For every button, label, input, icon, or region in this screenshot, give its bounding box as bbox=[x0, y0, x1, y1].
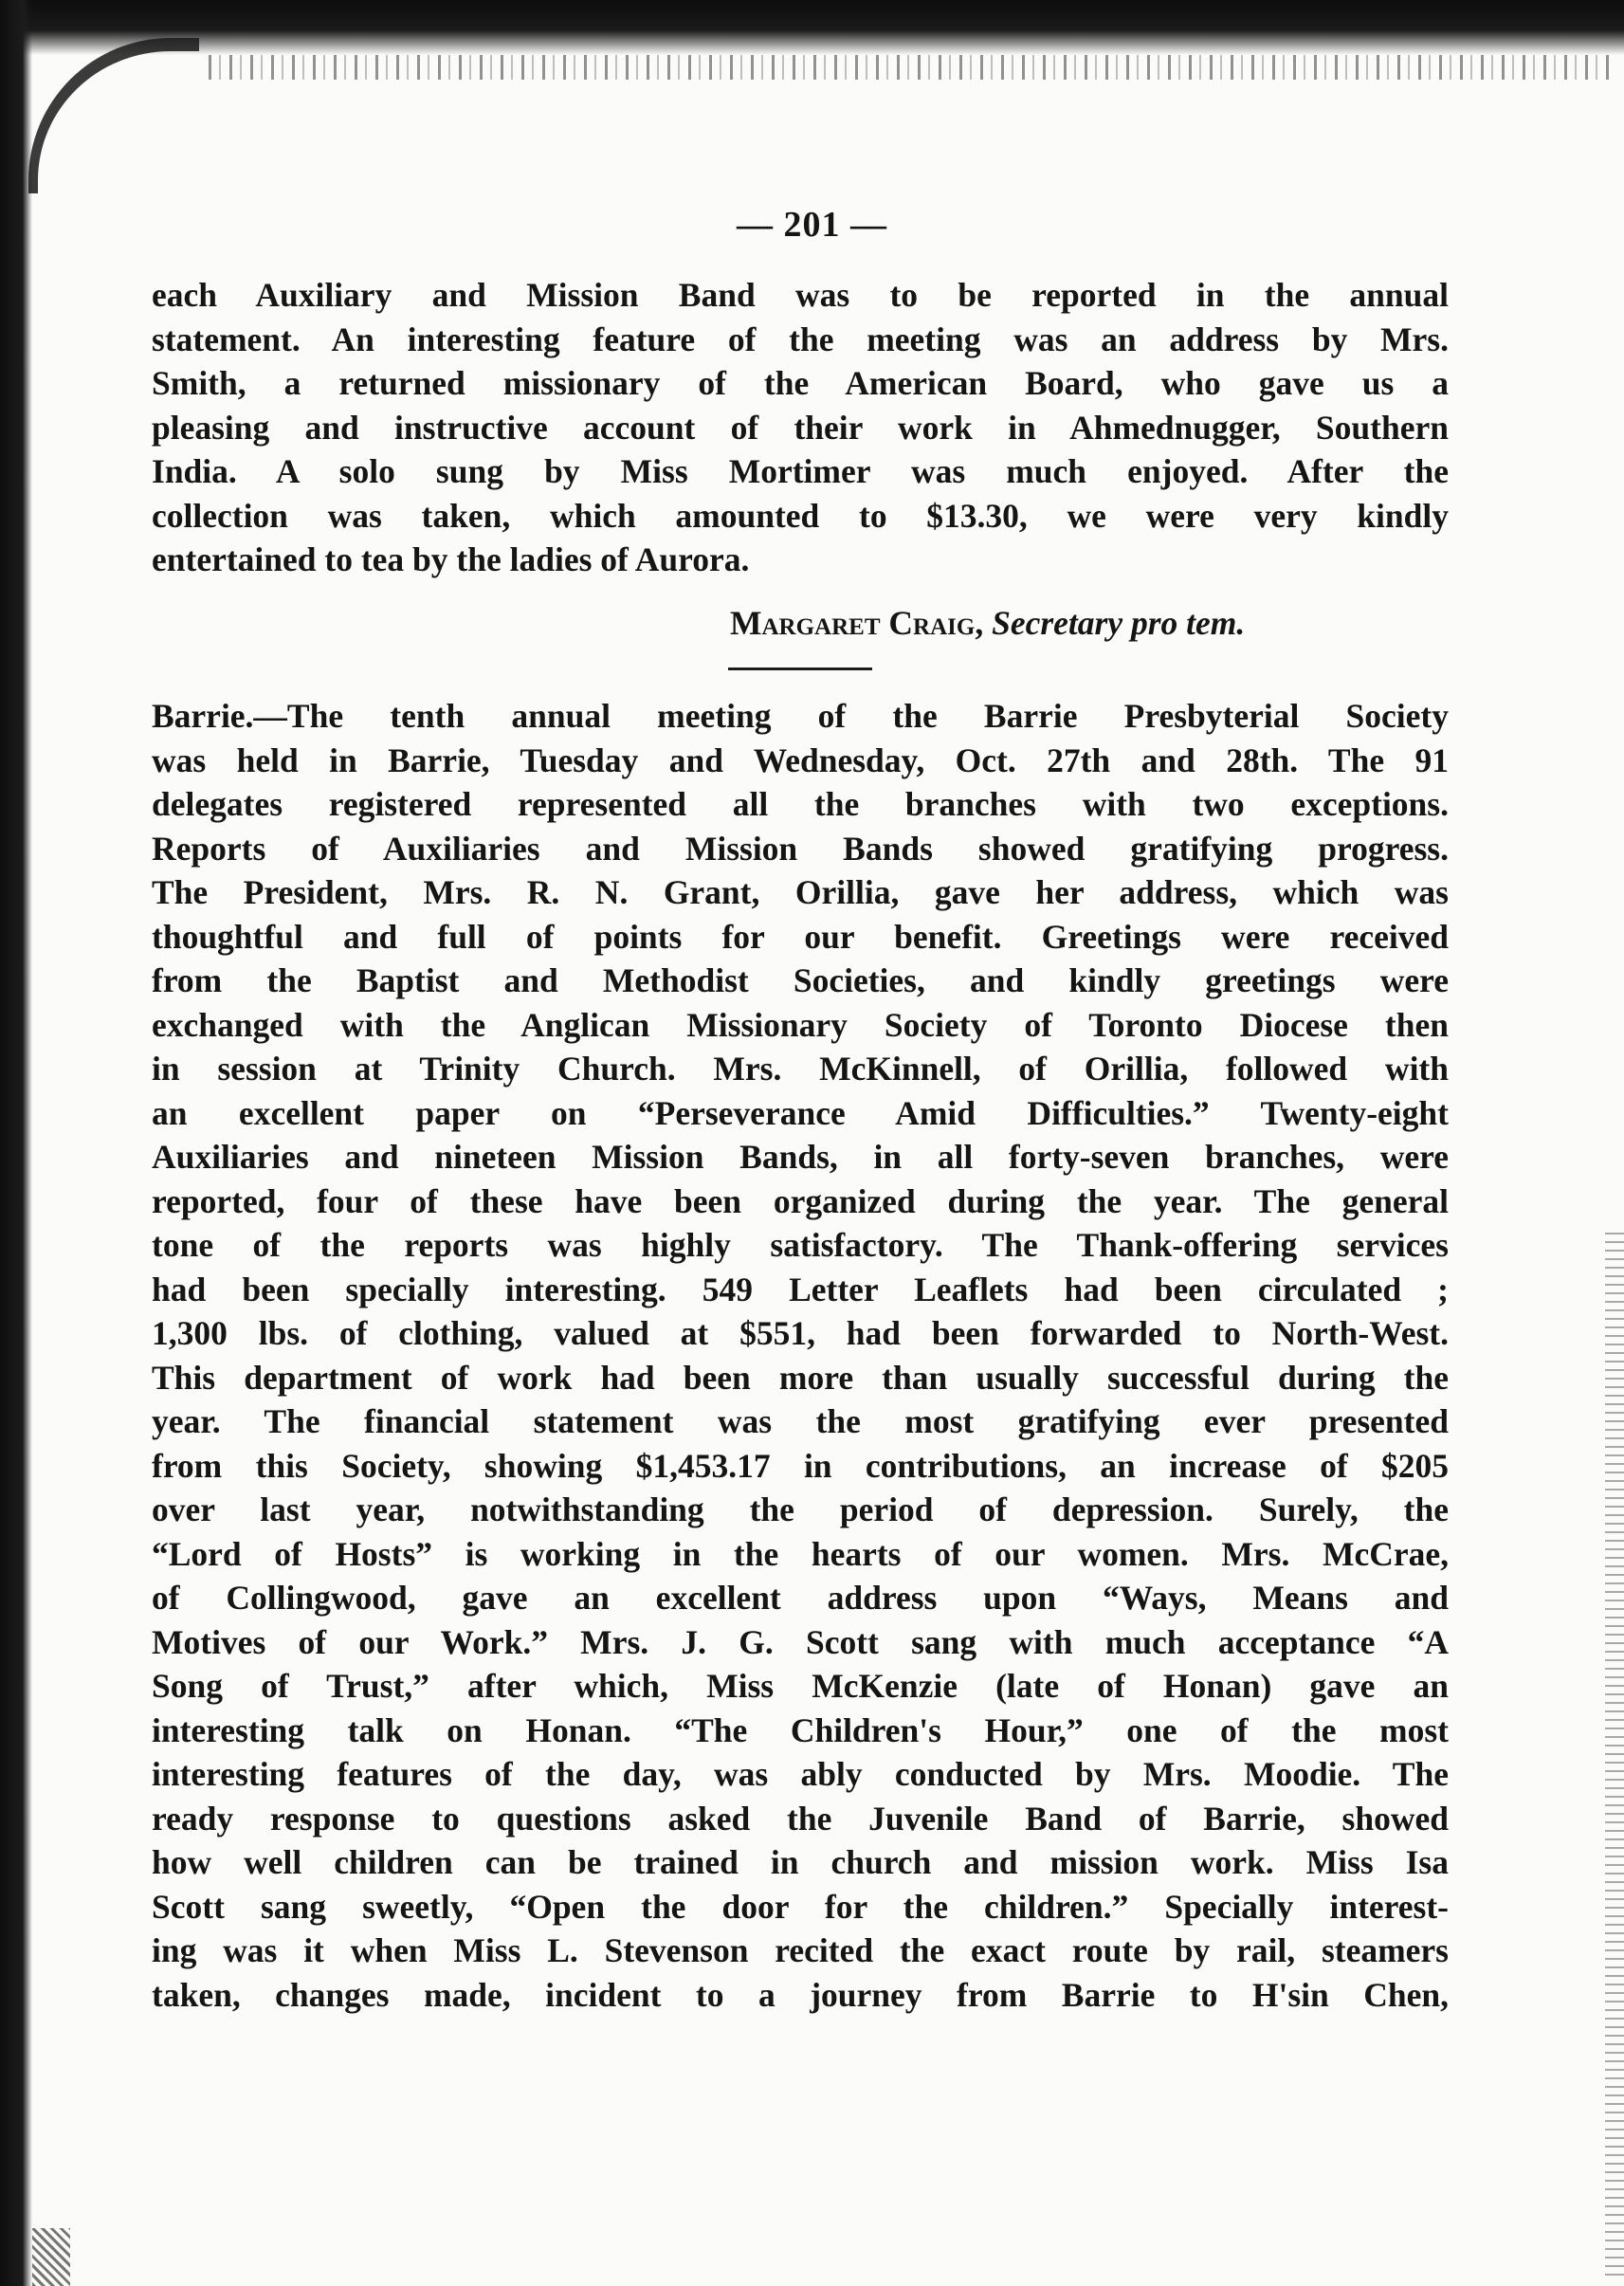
text-line: India. A solo sung by Miss Mortimer was much enjoyed. After the bbox=[152, 452, 1449, 490]
text-line: This department of work had been more than usually successful during the bbox=[152, 1358, 1449, 1397]
text-line: an excellent paper on “Perseverance Amid Difficulties.” Twenty-eight bbox=[152, 1093, 1449, 1132]
paragraph-barrie-report bbox=[152, 694, 1449, 2017]
paragraph-aurora-report bbox=[152, 273, 1449, 582]
text-line: of Collingwood, gave an excellent address upon “Ways, Means and bbox=[152, 1579, 1449, 1617]
text-line: from this Society, showing $1,453.17 in contributions, an increase of $205 bbox=[152, 1446, 1449, 1485]
scan-left-edge bbox=[0, 0, 32, 2286]
text-line: Barrie.—The tenth annual meeting of the Barrie Presbyterial Society bbox=[152, 697, 1449, 735]
scan-top-edge bbox=[0, 0, 1624, 55]
text-line: interesting features of the day, was ably conducted by Mrs. Moodie. The bbox=[152, 1755, 1449, 1793]
text-line: collection was taken, which amounted to $13.30, we were very kindly bbox=[152, 496, 1449, 535]
text-line: Song of Trust,” after which, Miss McKenzie (late of Honan) gave an bbox=[152, 1667, 1449, 1705]
signature-line bbox=[730, 603, 1245, 643]
text-line: entertained to tea by the ladies of Aurora. bbox=[152, 540, 750, 578]
text-line: delegates registered represented all the branches with two exceptions. bbox=[152, 785, 1449, 823]
text-line: how well children can be trained in church and mission work. Miss Isa bbox=[152, 1843, 1449, 1881]
text-line: Smith, a returned missionary of the American Board, who gave us a bbox=[152, 364, 1449, 402]
text-line: 1,300 lbs. of clothing, valued at $551, had been forwarded to North-West. bbox=[152, 1314, 1449, 1352]
text-line: reported, four of these have been organized during the year. The general bbox=[152, 1181, 1449, 1220]
text-line: interesting talk on Honan. “The Children's Hour,” one of the most bbox=[152, 1710, 1449, 1749]
text-line: thoughtful and full of points for our benefit. Greetings were received bbox=[152, 917, 1449, 956]
page-number: — 201 — bbox=[737, 205, 887, 245]
scan-corner-shadow bbox=[28, 38, 199, 193]
section-divider bbox=[728, 668, 872, 670]
text-line: pleasing and instructive account of their work in Ahmednugger, Southern bbox=[152, 408, 1449, 447]
text-line: Auxiliaries and nineteen Mission Bands, in all forty-seven branches, were bbox=[152, 1138, 1449, 1176]
text-line: The President, Mrs. R. N. Grant, Orillia, gave her address, which was bbox=[152, 873, 1449, 911]
text-line: from the Baptist and Methodist Societies, and kindly greetings were bbox=[152, 961, 1449, 999]
text-line: was held in Barrie, Tuesday and Wednesday, Oct. 27th and 28th. The 91 bbox=[152, 741, 1449, 779]
scan-right-noise bbox=[1605, 1233, 1624, 2276]
text-line: over last year, notwithstanding the period of depression. Surely, the bbox=[152, 1490, 1449, 1528]
text-line: taken, changes made, incident to a journey from Barrie to H'sin Chen, bbox=[152, 1975, 1449, 2014]
text-line: tone of the reports was highly satisfactory. The Thank-offering services bbox=[152, 1226, 1449, 1264]
text-line: year. The financial statement was the most gratifying ever presented bbox=[152, 1402, 1449, 1440]
text-line: had been specially interesting. 549 Letter Leaflets had been circulated ; bbox=[152, 1270, 1449, 1308]
text-line: Motives of our Work.” Mrs. J. G. Scott sang with much acceptance “A bbox=[152, 1622, 1449, 1661]
text-line: ing was it when Miss L. Stevenson recited the exact route by rail, steamers bbox=[152, 1931, 1449, 1969]
text-line: statement. An interesting feature of the meeting was an address by Mrs. bbox=[152, 320, 1449, 358]
text-line: in session at Trinity Church. Mrs. McKinnell, of Orillia, followed with bbox=[152, 1050, 1449, 1088]
scan-top-noise bbox=[209, 55, 1612, 80]
scan-bottom-noise bbox=[32, 2228, 70, 2286]
text-line: exchanged with the Anglican Missionary Society of Toronto Diocese then bbox=[152, 1005, 1449, 1044]
text-line: “Lord of Hosts” is working in the hearts of our women. Mrs. McCrae, bbox=[152, 1534, 1449, 1573]
text-line: each Auxiliary and Mission Band was to be reported in the annual bbox=[152, 276, 1449, 314]
text-line: Scott sang sweetly, “Open the door for the children.” Specially interest- bbox=[152, 1887, 1449, 1926]
text-line: ready response to questions asked the Juvenile Band of Barrie, showed bbox=[152, 1799, 1449, 1838]
text-line: Reports of Auxiliaries and Mission Bands showed gratifying progress. bbox=[152, 829, 1449, 868]
signature-name: Margaret Craig, bbox=[730, 604, 984, 642]
signature-title: Secretary pro tem. bbox=[992, 604, 1246, 642]
